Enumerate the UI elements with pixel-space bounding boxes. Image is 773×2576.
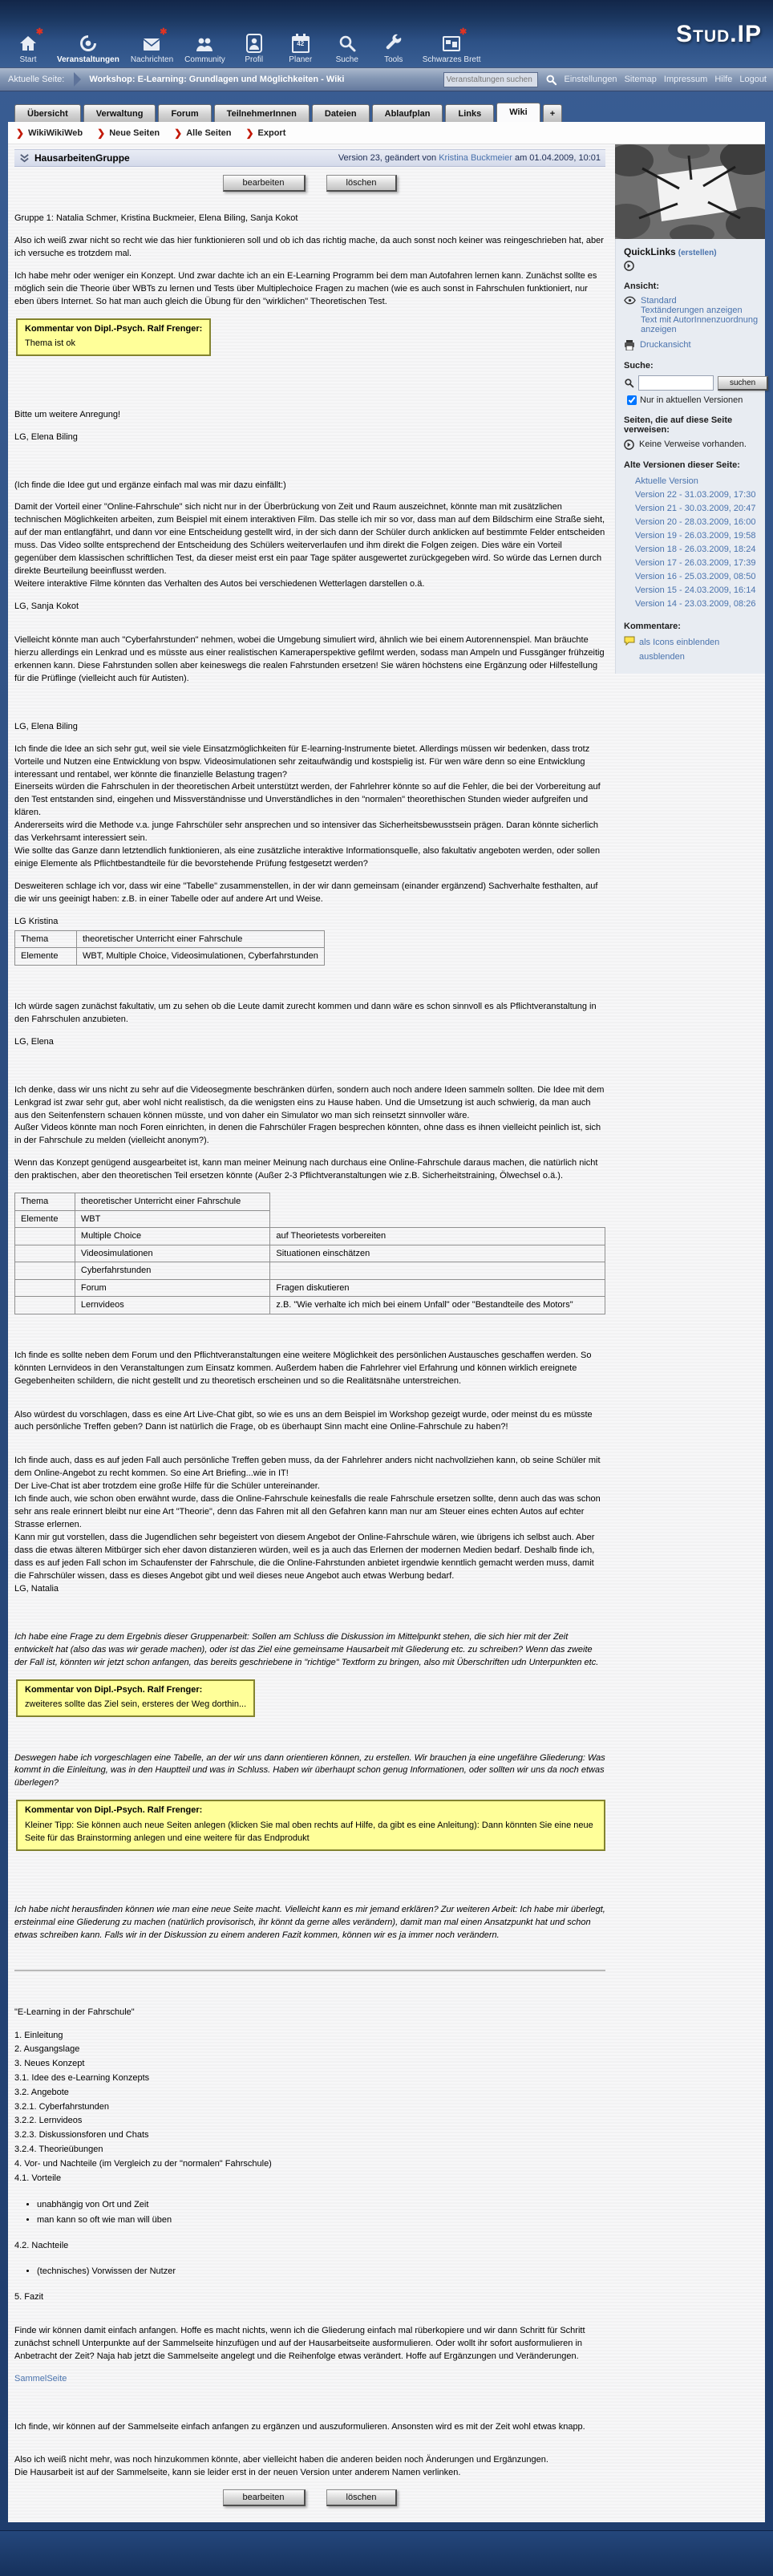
search-icon [338, 32, 357, 53]
nav-start[interactable]: ✱ Start [19, 27, 43, 64]
board-icon [442, 27, 467, 53]
wiki-paragraph: Desweiteren schlage ich vor, dass wir eine "Tabelle" zusammenstellen, in der wir dann gemeinsam (einander ergänzend) Sachverhalte festhalten, auf die wir uns geeinigt haben: z.B. in einer Tabelle oder auf andere Art und Weise. [14, 881, 598, 904]
wiki-paragraph: Also ich weiß zwar nicht so recht wie das hier funktionieren soll und ob ich das richtig mache, da auch sonst noch keiner was reingeschrieben hat, aber ich versuche es trotzdem mal. [14, 235, 604, 258]
edit-button[interactable]: bearbeiten [223, 175, 306, 192]
wiki-paragraph: Damit der Vorteil einer "Online-Fahrschule" sich nicht nur in der Überbrückung von Zeit und Raum auszeichnet, könnte man mit zusätzlichen technischen Möglichkeiten arbeiten, zum Beispiel mit einem interaktiven Film. Das stelle ich mir so vor, dass man auf dem Bildschirm eine Straße sieht, auf der man entlangfährt, und dann vor eine Entscheidung gestellt wird, in der sich dann der Schüler durch anklicken auf bestimmte Felder entscheiden muss. Das Video sollte entsprechend der Entscheidung des Schülers weiterverlaufen und ihm direkt die Folgen zeigen. Dies wäre ein Vorteil gegenüber dem klassischen schriftlichen Test, da dieser meist erst ein paar Tage später ausgewertet zurückgegeben wird. So würde das Lernen durch direkte Beurteilung beeinflusst werden. Weitere interaktive Filme könnten das Verhalten des Autos bei verschiedenen Wetterlagen darstellen o.ä. [14, 502, 605, 589]
wiki-paragraph: Ich finde auch, dass es auf jeden Fall auch persönliche Treffen geben muss, da der Fahrlehrer anders nicht nachvollziehen kann, ob seine Schüler mit dem Online-Angebot zu recht kommen. So eine Art Briefing...wie in IT! Der Live-Chat ist aber trotzdem eine große Hilfe für die Schüler untereinander. Ich finde auch, wie schon oben erwähnt wurde, dass die Online-Fahrschule keinesfalls die reale Fahrschule ersetzen sollte, denn auch das was schon sehr ans reale erinnert bleibt nur eine Art "Theorie", denn das Fahren mit all den Gefahren kann man nur am Steuer eines echten Autos auf echter Strasse erlernen. Kann mir gut vorstellen, dass die Jugendlichen sehr begeistert von diesem Angebot der Online-Fahrschule wären, wie übrigens ich selbst auch. Aber dass die etwas älteren Mitbürger sich eher davon distanzieren würden, weil es ja auch das Erlernen der modernen Medien bedarf. Deshalb finde ich, dass es auf jeden Fall schon im Schaufenster der Fahrschule, die die Online-Fahrstunden anbietet irgendwie kenntlich gemacht werden muss, damit die Fahrschüler wissen, dass es dieses Angebot gibt und weil dieses neue Angebot auch etwas Werbung bedarf. LG, Natalia [14, 1456, 601, 1594]
studip-logo: Stud.IP [676, 21, 762, 47]
course-search-input[interactable] [443, 72, 538, 87]
wiki-paragraph: Ich würde sagen zunächst fakultativ, um zu sehen ob die Leute damit zurecht kommen und dann wäre es schon sinnvoll es als Pflichtveranstaltung in den Fahrschulen anzubieten. [14, 1001, 597, 1024]
wikinav-wikiwikiweb[interactable]: ❯ WikiWikiWeb [16, 128, 83, 139]
link-einstellungen[interactable]: Einstellungen [564, 75, 617, 84]
version-link[interactable]: Version 22 - 31.03.2009, 17:30 [635, 490, 756, 500]
search-icon [624, 378, 634, 388]
arrow-circle-icon [624, 439, 634, 450]
nav-schwarzes-brett[interactable]: ✱ Schwarzes Brett [422, 27, 481, 64]
tab-ablaufplan[interactable]: Ablaufplan [372, 104, 443, 122]
lecturer-comment-box [16, 1800, 605, 1851]
nav-community[interactable]: Community [184, 32, 225, 64]
wiki-page-title: HausarbeitenGruppe [34, 152, 130, 164]
outline-list: 1. Einleitung 2. Ausgangslage 3. Neues Konzept 3.1. Idee des e-Learning Konzepts 3.2. Angebote 3.2.1. Cyberfahrstunden 3.2.2. Lernvideos 3.2.3. Diskussionsforen und Chats 3.2.4. Theorieübungen 4. Vor- und Nachteile (im Vergleich zu der "normalen" Fahrschule) 4.1. Vorteile [14, 2030, 272, 2183]
checkbox-label: Nur in aktuellen Versionen [640, 395, 743, 405]
lecturer-comment-box [16, 1679, 255, 1717]
tab-dateien[interactable]: Dateien [312, 104, 370, 122]
page-footer [0, 2530, 773, 2576]
old-versions-heading: Alte Versionen dieser Seite: [624, 460, 740, 470]
bottom-action-buttons [14, 2489, 605, 2506]
wiki-subnav [8, 122, 765, 144]
link-impressum[interactable]: Impressum [663, 75, 708, 84]
wiki-sidebar [615, 144, 765, 674]
version-link[interactable]: Version 16 - 25.03.2009, 08:50 [635, 572, 756, 582]
tab-uebersicht[interactable]: Übersicht [14, 104, 81, 122]
wiki-paragraph: Gruppe 1: Natalia Schmer, Kristina Buckmeier, Elena Biling, Sanja Kokot [14, 213, 298, 223]
wiki-paragraph: Ich finde, wir können auf der Sammelseite einfach anfangen zu ergänzen und auszuformulieren. Ansonsten wird es mit der Zeit wohl etwas knapp. [14, 2421, 585, 2432]
tab-links[interactable]: Links [445, 104, 494, 122]
wiki-paragraph: Wenn das Konzept genügend ausgearbeitet ist, kann man meiner Meinung nach durchaus eine Online-Fahrschule daraus machen, die natürlich nicht den praktischen, aber den theoretischen Teil ersetzen könnte (Außer 2-3 Pflichtveranstaltungen wie z.B. Sicherheitstraining, Ölwechsel o.ä.). [14, 1158, 598, 1181]
wiki-paragraph: Ich finde die Idee an sich sehr gut, weil sie viele Einsatzmöglichkeiten für E-learning-Instrumente bietet. Allerdings müssen wir bedenken, dass trotz Vorteile und Nutzen eine Entwicklung von bspw. Videosimulationen sehr zeitaufwändig und kostspielig ist. Für wen wäre denn so eine Entwicklung interessant und rentabel, wer könnte die finanzielle Belastung tragen? Einerseits würden die Fahrschulen in der theoretischen Arbeit unterstützt werden, der Fahrlehrer könnte so auf die Fehler, die bei der Vorbereitung auf den Test entstanden sind, eingehen und Missverständnisse und Unverständliches in den "normalen" theorethischen Stunden wieder aufgreifen und klären. Andererseits wird die Methode v.a. junge Fahrschüler sehr ansprechen und so intensiver das Sicherheitsbewusstsein prägen. Daran könnte sicherlich das Verkehrsamt interessiert sein. Wie sollte das Ganze dann letztendlich funktionieren, als eine zusätzliche interaktive Informationsquelle, also fakultativ angeboten werden, oder sollen einige Elemente als Pflichtbestandteile für die bevorstehende Prüfung festgesetzt werden? [14, 743, 601, 869]
breadcrumb-bar [0, 67, 773, 91]
tab-forum[interactable]: Forum [158, 104, 211, 122]
version-link[interactable]: Version 15 - 24.03.2009, 16:14 [635, 585, 756, 596]
link-hilfe[interactable]: Hilfe [714, 75, 733, 84]
ansicht-heading: Ansicht: [624, 281, 659, 291]
wiki-paragraph: Bitte um weitere Anregung! [14, 409, 121, 419]
version-info: Version 23, geändert von Kristina Buckmeier am 01.04.2009, 10:01 [338, 153, 601, 163]
wiki-paragraph: (Ich finde die Idee gut und ergänze einfach mal was mir dazu einfällt:) [14, 480, 286, 490]
wiki-paragraph: Finde wir können damit einfach anfangen. Hoffe es macht nichts, wenn ich die Gliederung einfach mal rüberkopiere und wir dann Schritt für Schritt zunächst schnell Unterpunkte auf der Sammelseite hinzufügen und auf der Hausarbeitseite ausformulieren. Oder wollt ihr sofort ausformulieren in Anbetracht der Zeit? Naja hab jetzt die Sammelseite angelegt und die Reihenfolge etwas verändert. Hoffe auf Ergänzungen und Veränderungen. [14, 2325, 585, 2361]
calendar-day-number: 42 [297, 40, 305, 47]
wiki-search-button[interactable]: suchen [718, 376, 768, 391]
wiki-paragraph: LG, Elena Biling [14, 721, 78, 731]
elements-table [14, 1193, 605, 1314]
table-row: Lernvideos z.B. "Wie verhalte ich mich bei einem Unfall" oder "Bestandteile des Motors" [15, 1297, 605, 1314]
table-row: Multiple Choice auf Theorietests vorbereiten [15, 1228, 605, 1245]
sidebar-panel [615, 239, 765, 674]
group-work-photo [615, 144, 765, 239]
wiki-paragraph: LG Kristina [14, 916, 59, 926]
chevron-right-icon: ❯ [245, 128, 254, 139]
breadcrumb-label: Aktuelle Seite: [8, 75, 65, 84]
notification-star-icon: ✱ [459, 27, 467, 37]
wiki-paragraph: LG, Sanja Kokot [14, 601, 79, 611]
wikinav-neue-seiten[interactable]: ❯ Neue Seiten [97, 128, 160, 139]
eye-icon [624, 296, 636, 305]
wiki-paragraph: Also würdest du vorschlagen, dass es eine Art Live-Chat gibt, so wie es uns an dem Beispiel im Workshop gezeigt wurde, oder meinst du es müsste auch persönliche Treffen geben? Dann ist natürlich die Frage, ob es überhaupt Sinn macht eine Online-Fahrschule zu haben?! [14, 1409, 593, 1432]
top-header [0, 0, 773, 67]
wiki-paragraph: Deswegen habe ich vorgeschlagen eine Tabelle, an der wir uns dann orientieren können, zu erstellen. Wir brauchen ja eine ungefähre Gliederung: Was kommt in die Einleitung, was in den Hauptteil und was in Schluss. Haben wir überhaupt schon genug Informationen, oder sollten wir uns da noch etwas überlegen? [14, 1752, 605, 1788]
expand-arrow-icon[interactable] [624, 261, 759, 271]
version-link[interactable]: Version 17 - 26.03.2009, 17:39 [635, 558, 756, 569]
comment-title: Kommentar von Dipl.-Psych. Ralf Frenger: [25, 1805, 203, 1816]
table-row: Cyberfahrstunden [15, 1262, 605, 1280]
comment-body: zweiteres sollte das Ziel sein, ersteres der Weg dorthin... [25, 1699, 247, 1709]
notification-star-icon: ✱ [160, 27, 168, 37]
wiki-paragraph: Ich habe mehr oder weniger ein Konzept. Und zwar dachte ich an ein E-Learning Programm bei dem man Autofahren lernen kann. Zunächst sollte es möglich sein die Theorie über WBTs zu lernen und Tests über Multiplechoice Fragen zu machen (wie es auch sonst in Fahrschulen funktioniert, nur eben übers Internet. So hat man auch gleich die Übung für den "wirklichen" Theoretischen Test. [14, 270, 597, 306]
view-standard-link[interactable]: Standard [641, 296, 677, 306]
main-navigation [5, 27, 487, 64]
chevron-right-icon: ❯ [16, 128, 25, 139]
tab-wiki[interactable]: Wiki [496, 103, 540, 122]
mail-icon [142, 27, 168, 53]
chevron-right-icon: ❯ [97, 128, 106, 139]
quicklinks-label: QuickLinks [624, 246, 676, 257]
view-options [624, 296, 759, 350]
tab-teilnehmerinnen[interactable]: TeilnehmerInnen [214, 104, 310, 122]
community-icon [194, 32, 215, 53]
suche-heading: Suche: [624, 361, 654, 371]
printer-icon [624, 340, 635, 350]
edit-button[interactable]: bearbeiten [223, 2489, 306, 2506]
author-link[interactable]: Kristina Buckmeier [439, 153, 512, 163]
lecturer-comment-box [16, 318, 211, 356]
wiki-paragraph [14, 2373, 605, 2386]
wiki-paragraph: 5. Fazit [14, 2291, 44, 2302]
sammelseite-link[interactable]: SammelSeite [14, 2373, 67, 2384]
delete-button[interactable]: löschen [326, 2489, 398, 2506]
wiki-paragraph: Ich denke, dass wir uns nicht zu sehr auf die Videosegmente beschränken dürfen, sondern auch noch andere Ideen sammeln sollten. Die Idee mit dem Lenkgrad ist zwar sehr gut, aber wohl nicht realistisch, da die wenigsten eins zu Hause haben. Und die Umsetzung ist auch schwierig, da man auch aus den Seitenfenstern schauen können müsste, und von daher ein Simulator wo man sich reinsetzt sinnvoller wäre. Außer Videos könnte man noch Foren einrichten, in denen die Fahrschüler Fragen besprechen könnten, ohne dass es ihnen vielleicht peinlich ist, sich in der Fahrschule zu melden (vielleicht anonym?). [14, 1084, 605, 1146]
wiki-paragraph: Vielleicht könnte man auch "Cyberfahrstunden" nehmen, wobei die Umgebung simuliert wird, ähnlich wie bei einem Autorennenspiel. Man bräuchte hierzu allerdings ein Lenkrad und es müsste aus einer realistischen Kameraperspektive gefilmt werden, sodass man Ampeln und Fussgänger frühzeitig erkennen kann. Diese Fahrstunden sollen aber keineswegs die realen Fahrstunden ersetzen! Sie wären höchstens eine Ergänzung oder Hilfestellung für die Prüflinge (vielleicht auch für Autisten). [14, 634, 605, 683]
link-logout[interactable]: Logout [739, 75, 767, 84]
wiki-paragraph: Also ich weiß nicht mehr, was noch hinzukommen könnte, aber vielleicht haben die anderen beiden noch Änderungen und Ergänzungen. Die Hausarbeit ist auf der Sammelseite, kann sie leider erst in der neuen Version unter anderem Namen verlinken. [14, 2455, 548, 2478]
content-area [8, 122, 765, 2522]
link-sitemap[interactable]: Sitemap [624, 75, 657, 84]
nav-tools[interactable]: Tools [376, 32, 411, 64]
wiki-paragraph: LG, Elena Biling [14, 431, 78, 442]
wiki-paragraph: Ich habe eine Frage zu dem Ergebnis dieser Gruppenarbeit: Sollen am Schluss die Diskussion im Mittelpunkt stehen, die sich hier mit der Zeit entwickelt hat (also das was wir gerade machen), oder ist das Ziel eine gemeinsame Hausarbeit mit Gliederung etc. zu schreiben? Wenn das zweite der Fall ist, könnten wir jetzt schon anfangen, das bereits geschriebene in "richtige" Textform zu bringen, also mit Überschriften udn Unterpunkten etc. [14, 1631, 599, 1667]
wikinav-alle-seiten[interactable]: ❯ Alle Seiten [174, 128, 232, 139]
version-list [635, 475, 759, 611]
calendar-icon [292, 32, 310, 53]
chevron-right-icon: ❯ [174, 128, 183, 139]
seminars-icon [79, 32, 98, 53]
print-view-link[interactable]: Druckansicht [640, 340, 691, 350]
breadcrumb-title: Workshop: E-Learning: Grundlagen und Möglichkeiten - Wiki [89, 75, 345, 84]
list-item: • unabhängig von Ort und Zeit [37, 2197, 605, 2213]
backlinks-heading: Seiten, die auf diese Seite verweisen: [624, 415, 733, 435]
profile-icon [246, 32, 262, 53]
table-row: Forum Fragen diskutieren [15, 1279, 605, 1297]
version-link[interactable]: Version 20 - 28.03.2009, 16:00 [635, 517, 756, 528]
breadcrumb-chevron-icon [74, 72, 81, 87]
course-tabs [0, 91, 773, 122]
comment-body: Kleiner Tipp: Sie können auch neue Seiten anlegen (klicken Sie mal oben rechts auf Hilfe, da gibt es eine Anleitung): Dann könnten Sie eine neue Seite für das Brainstorming anlegen und eine weitere für das Endprodukt [25, 1820, 593, 1844]
nav-planer[interactable]: 42 Planer [283, 32, 318, 64]
comment-body: Thema ist ok [25, 338, 75, 349]
wiki-paragraph: "E-Learning in der Fahrschule" [14, 2007, 135, 2017]
version-link[interactable]: Version 21 - 30.03.2009, 20:47 [635, 504, 756, 514]
wiki-article [8, 144, 615, 2511]
wrench-icon [384, 32, 403, 53]
nav-profil[interactable]: Profil [237, 32, 272, 64]
list-item: • (technisches) Vorwissen der Nutzer [37, 2264, 605, 2280]
version-link[interactable]: Version 19 - 26.03.2009, 19:58 [635, 531, 756, 541]
current-versions-checkbox[interactable] [627, 395, 637, 405]
wiki-paragraph: LG, Elena [14, 1036, 54, 1047]
wikinav-export[interactable]: ❯ Export [245, 128, 286, 139]
nav-nachrichten[interactable]: ✱ Nachrichten [130, 27, 174, 64]
table-row: Elemente WBT, Multiple Choice, Videosimulationen, Cyberfahrstunden [15, 948, 325, 966]
tab-add[interactable]: + [543, 104, 562, 122]
comments-hide-link[interactable]: ausblenden [639, 651, 685, 662]
wiki-page-header [14, 149, 605, 167]
speech-bubble-icon [624, 636, 635, 646]
version-link[interactable]: Version 18 - 26.03.2009, 18:24 [635, 545, 756, 555]
tab-verwaltung[interactable]: Verwaltung [83, 104, 156, 122]
search-submit-icon[interactable] [545, 74, 557, 86]
version-link[interactable]: Aktuelle Version [635, 476, 698, 486]
wiki-paragraph: Ich habe nicht herausfinden können wie man eine neue Seite macht. Vielleicht kann es mir jemand erklären? Zur weiteren Arbeit: Ich habe mir überlegt, ersteinmal eine Gliederung zu machen (natürlich provisorisch, ihr könnt da gerne alles verändern), damit man mal einen Ansatzpunkt hat und schon etwas schreiben kann. Falls wir in der Diskussion zu einem anderen Fazit kommen, können wir es ja immer noch verändern. [14, 1904, 605, 1940]
top-action-buttons [14, 175, 605, 192]
nav-suche[interactable]: Suche [330, 32, 365, 64]
topic-table [14, 930, 325, 966]
disadvantages-list [37, 2264, 605, 2280]
nav-veranstaltungen[interactable]: Veranstaltungen [57, 32, 119, 64]
table-row: Videosimulationen Situationen einschätzen [15, 1245, 605, 1262]
comments-show-icons-link[interactable]: als Icons einblenden [639, 638, 720, 648]
current-versions-checkbox-row [627, 395, 759, 405]
table-row: Thema theoretischer Unterricht einer Fahrschule [15, 1193, 605, 1211]
version-link[interactable]: Version 14 - 23.03.2009, 08:26 [635, 599, 756, 610]
wiki-paragraph: 4.2. Nachteile [14, 2241, 69, 2251]
delete-button[interactable]: löschen [326, 175, 398, 192]
collapse-chevrons-icon[interactable] [19, 153, 30, 164]
divider [14, 1970, 605, 1971]
header-quick-actions [443, 68, 767, 91]
advantages-list [37, 2197, 605, 2230]
quicklinks-row [624, 246, 759, 257]
quicklinks-create-link[interactable]: (erstellen) [678, 249, 717, 257]
wiki-search-input[interactable] [638, 375, 714, 391]
comment-title: Kommentar von Dipl.-Psych. Ralf Frenger: [25, 1684, 203, 1695]
table-row: Thema theoretischer Unterricht einer Fahrschule [15, 930, 325, 948]
view-textchanges-link[interactable]: Textänderungen anzeigen [641, 306, 743, 315]
view-authors-link[interactable]: Text mit AutorInnenzuordnung anzeigen [641, 315, 759, 334]
comment-title: Kommentar von Dipl.-Psych. Ralf Frenger: [25, 323, 203, 334]
wiki-paragraph: Ich finde es sollte neben dem Forum und den Pflichtveranstaltungen eine weitere Möglichkeit des persönlichen Austausches geschaffen werden. So könnten Lernvideos in den Veranstaltungen zum Einsatz kommen. Außerdem haben die Fahrlehrer viel Erfahrung und können wirklich ereignete Gegebenheiten schildern, die nicht gestellt und zu theoretisch erscheinen und so die Realitätsnähe unterstreichen. [14, 1350, 592, 1386]
list-item: • man kann so oft wie man will üben [37, 2213, 605, 2229]
no-backlinks-text: Keine Verweise vorhanden. [639, 439, 747, 449]
kommentare-heading: Kommentare: [624, 622, 681, 632]
wiki-search-row [624, 375, 759, 391]
notification-star-icon: ✱ [35, 27, 43, 37]
table-row: Elemente WBT [15, 1210, 605, 1228]
